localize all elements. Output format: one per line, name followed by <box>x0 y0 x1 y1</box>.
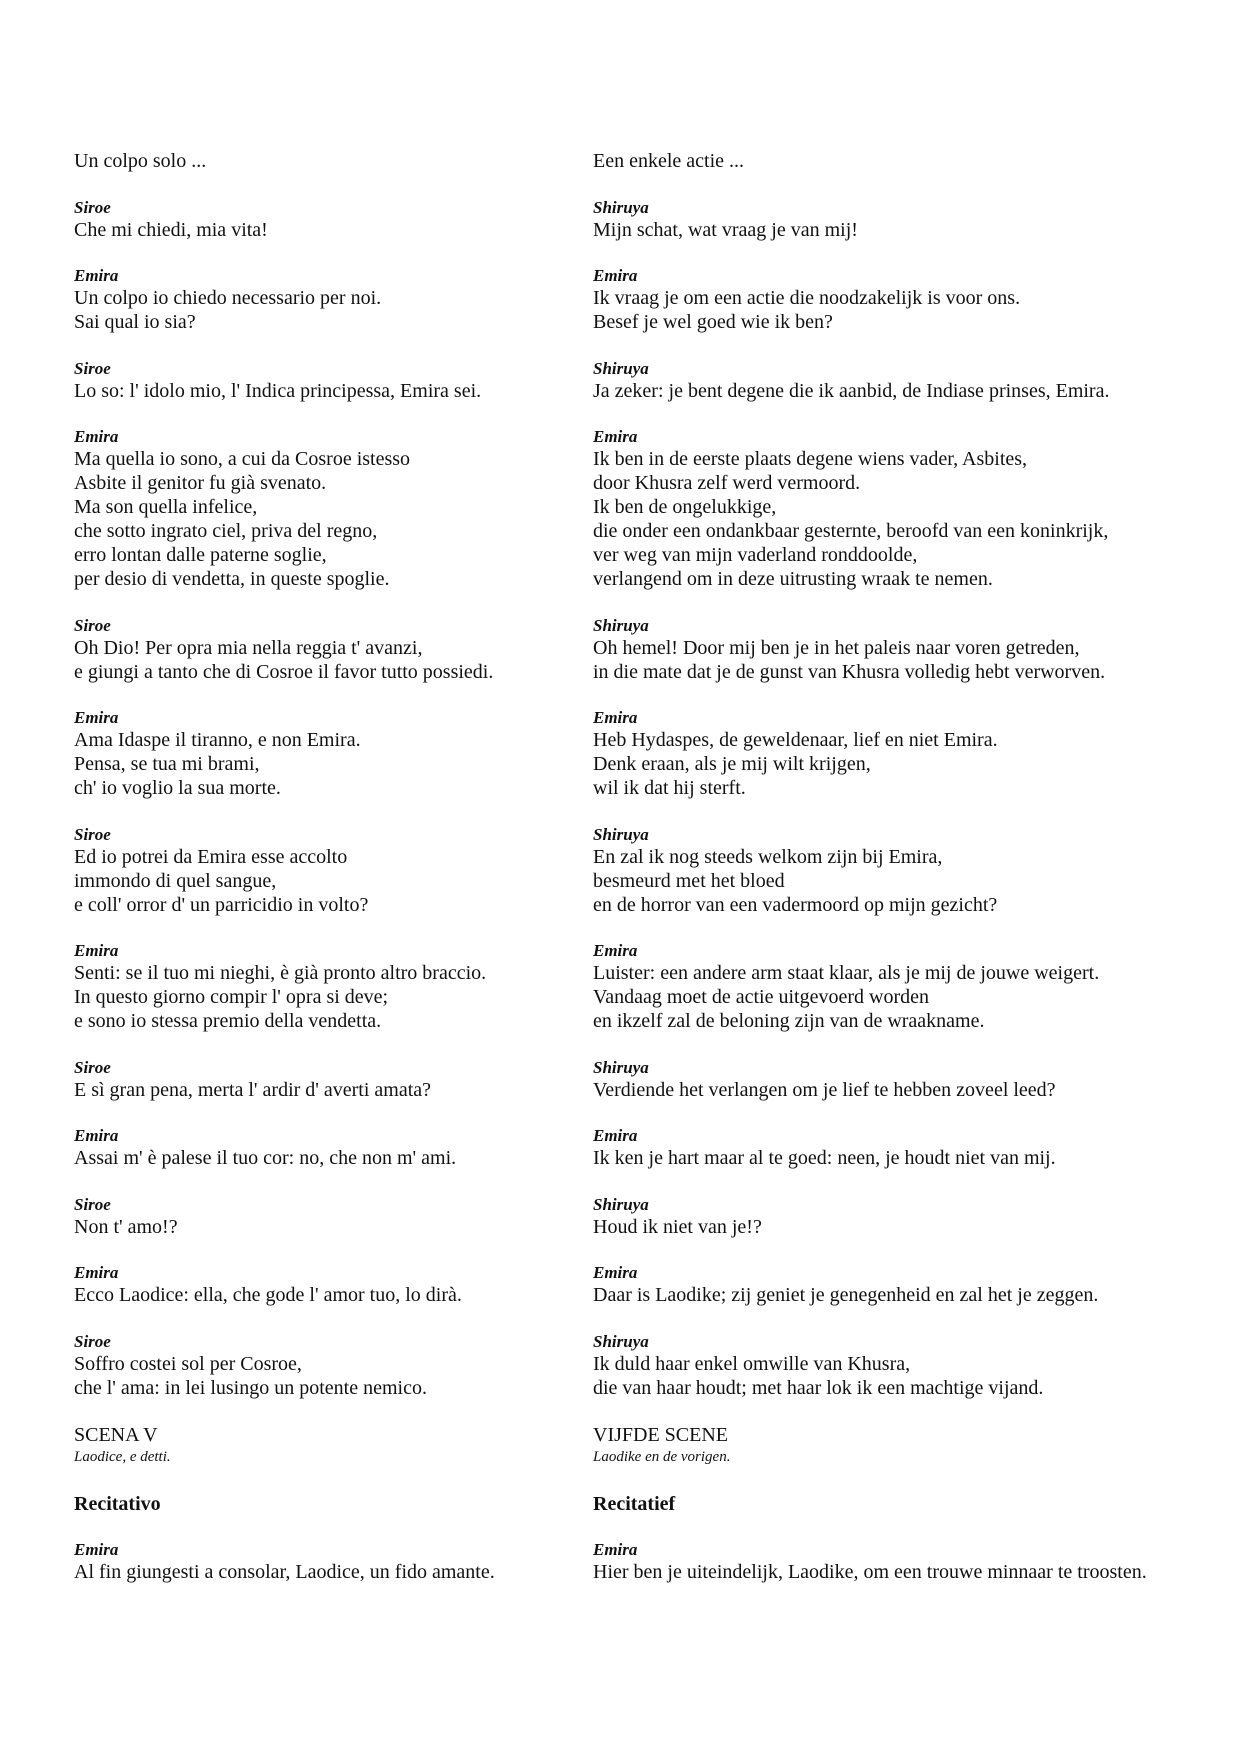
speaker-name: Emira <box>74 427 119 446</box>
dutch-scene-header <box>593 1424 1193 1467</box>
dialogue-line: Sai qual io sia? <box>74 311 196 333</box>
speaker-name: Emira <box>74 941 119 960</box>
speech-block <box>74 1195 574 1239</box>
speaker-name: Emira <box>74 1126 119 1145</box>
speech-block <box>74 1126 574 1170</box>
speaker-name: Shiruya <box>593 358 649 378</box>
speaker-name: Emira <box>74 266 119 285</box>
dialogue-line: ch' io voglio la sua morte. <box>74 777 281 799</box>
speech-block <box>74 359 574 403</box>
speaker-name: Siroe <box>74 1057 111 1077</box>
speech-block <box>74 1058 574 1102</box>
speech-block <box>74 1540 574 1584</box>
dialogue-line: immondo di quel sangue, <box>74 869 277 892</box>
speaker-name: Siroe <box>74 615 111 635</box>
dialogue-line: e giungi a tanto che di Cosroe il favor tutto possiedi. <box>74 660 494 683</box>
speaker-name: Siroe <box>74 1194 111 1214</box>
speech-block <box>74 825 574 917</box>
dialogue-line: wil ik dat hij sterft. <box>593 777 746 799</box>
dialogue-line: Un colpo solo ... <box>74 150 207 172</box>
dialogue-line: Ma quella io sono, a cui da Cosroe istesso <box>74 448 411 470</box>
dialogue-line: Mijn schat, wat vraag je van mij! <box>593 218 858 241</box>
speech-block <box>593 359 1193 403</box>
speech-block <box>74 1332 574 1400</box>
dialogue-line: Ik ken je hart maar al te goed: neen, je houdt niet van mij. <box>593 1147 1056 1169</box>
speaker-name: Emira <box>593 1263 638 1282</box>
speaker-name: Emira <box>74 1263 119 1282</box>
speaker-name: Shiruya <box>593 615 649 635</box>
dialogue-line: en ikzelf zal de beloning zijn van de wraakname. <box>593 1010 985 1032</box>
dialogue-line: En zal ik nog steeds welkom zijn bij Emira, <box>593 845 943 868</box>
speech-block <box>74 198 574 242</box>
speaker-name: Emira <box>593 941 638 960</box>
section-heading: Recitativo <box>74 1492 161 1515</box>
speaker-name: Shiruya <box>593 1331 649 1351</box>
speaker-name: Siroe <box>74 824 111 844</box>
dutch-section-heading-block <box>593 1492 1193 1516</box>
dialogue-line: door Khusra zelf werd vermoord. <box>593 472 861 494</box>
speech-block <box>74 149 574 173</box>
speech-block <box>593 708 1193 800</box>
dialogue-line: Assai m' è palese il tuo cor: no, che non m' ami. <box>74 1147 457 1169</box>
dialogue-line: besmeurd met het bloed <box>593 869 785 892</box>
dialogue-line: Heb Hydaspes, de geweldenaar, lief en niet Emira. <box>593 729 998 751</box>
speech-block <box>593 1126 1193 1170</box>
italian-dialogue-continued <box>74 1540 574 1584</box>
dialogue-line: Ed io potrei da Emira esse accolto <box>74 845 348 868</box>
dialogue-line: Oh hemel! Door mij ben je in het paleis naar voren getreden, <box>593 636 1080 659</box>
dialogue-line: E sì gran pena, merta l' ardir d' averti amata? <box>74 1078 432 1101</box>
speech-block <box>593 427 1193 591</box>
dialogue-line: Ama Idaspe il tiranno, e non Emira. <box>74 729 361 751</box>
speaker-name: Emira <box>593 1540 638 1559</box>
dialogue-line: Vandaag moet de actie uitgevoerd worden <box>593 986 929 1008</box>
speech-block <box>593 149 1193 173</box>
speech-block <box>593 266 1193 334</box>
dialogue-line: In questo giorno compir l' opra si deve; <box>74 986 389 1008</box>
speaker-name: Shiruya <box>593 824 649 844</box>
dialogue-line: e sono io stessa premio della vendetta. <box>74 1010 382 1032</box>
speaker-name: Emira <box>593 266 638 285</box>
italian-dialogue <box>74 149 574 1400</box>
speech-block <box>593 198 1193 242</box>
dialogue-line: Ik ben in de eerste plaats degene wiens vader, Asbites, <box>593 448 1028 470</box>
speaker-name: Shiruya <box>593 1194 649 1214</box>
speaker-name: Emira <box>74 708 119 727</box>
speech-block <box>593 825 1193 917</box>
speech-block <box>593 616 1193 684</box>
dialogue-line: in die mate dat je de gunst van Khusra volledig hebt verworven. <box>593 660 1106 683</box>
dialogue-line: che l' ama: in lei lusingo un potente nemico. <box>74 1376 427 1399</box>
italian-section-heading-block <box>74 1492 574 1516</box>
dialogue-line: Ik duld haar enkel omwille van Khusra, <box>593 1352 911 1375</box>
dialogue-line: Hier ben je uiteindelijk, Laodike, om een trouwe minnaar te troosten. <box>593 1561 1147 1583</box>
speech-block <box>74 427 574 591</box>
speech-block <box>593 1263 1193 1307</box>
speech-block <box>593 1540 1193 1584</box>
dialogue-line: Daar is Laodike; zij geniet je genegenheid en zal het je zeggen. <box>593 1284 1099 1306</box>
speaker-name: Shiruya <box>593 1057 649 1077</box>
speech-block <box>74 266 574 334</box>
dutch-dialogue-continued <box>593 1540 1193 1584</box>
dialogue-line: Pensa, se tua mi brami, <box>74 753 260 775</box>
speaker-name: Emira <box>593 708 638 727</box>
dialogue-line: Al fin giungesti a consolar, Laodice, un fido amante. <box>74 1561 495 1583</box>
dialogue-line: erro lontan dalle paterne soglie, <box>74 544 327 566</box>
italian-column <box>74 149 574 1609</box>
speech-block <box>593 1195 1193 1239</box>
dialogue-line: Un colpo io chiedo necessario per noi. <box>74 287 382 309</box>
dialogue-line: Lo so: l' idolo mio, l' Indica principessa, Emira sei. <box>74 379 482 402</box>
speaker-name: Siroe <box>74 1331 111 1351</box>
speech-block <box>593 1058 1193 1102</box>
dialogue-line: Ik vraag je om een actie die noodzakelijk is voor ons. <box>593 287 1021 309</box>
dutch-column <box>593 149 1193 1609</box>
speaker-name: Siroe <box>74 358 111 378</box>
dialogue-line: Oh Dio! Per opra mia nella reggia t' avanzi, <box>74 636 423 659</box>
speech-block <box>593 1332 1193 1400</box>
dialogue-line: en de horror van een vadermoord op mijn gezicht? <box>593 893 998 916</box>
speech-block <box>74 1263 574 1307</box>
stage-direction: Laodike en de vorigen. <box>593 1449 731 1465</box>
dutch-dialogue <box>593 149 1193 1400</box>
dialogue-line: e coll' orror d' un parricidio in volto? <box>74 893 369 916</box>
section-heading: Recitatief <box>593 1492 676 1515</box>
dialogue-line: Ma son quella infelice, <box>74 496 258 518</box>
dialogue-line: ver weg van mijn vaderland ronddoolde, <box>593 544 918 566</box>
dialogue-line: die van haar houdt; met haar lok ik een machtige vijand. <box>593 1376 1044 1399</box>
dialogue-line: Soffro costei sol per Cosroe, <box>74 1352 302 1375</box>
speech-block <box>74 941 574 1033</box>
dialogue-line: verlangend om in deze uitrusting wraak te nemen. <box>593 568 993 590</box>
italian-scene-header <box>74 1424 574 1467</box>
dialogue-line: Denk eraan, als je mij wilt krijgen, <box>593 753 871 775</box>
dialogue-line: Houd ik niet van je!? <box>593 1215 762 1238</box>
speaker-name: Emira <box>593 1126 638 1145</box>
scene-title: VIJFDE SCENE <box>593 1424 729 1446</box>
dialogue-line: che sotto ingrato ciel, priva del regno, <box>74 520 378 542</box>
dialogue-line: Ja zeker: je bent degene die ik aanbid, de Indiase prinses, Emira. <box>593 379 1110 402</box>
dialogue-line: Besef je wel goed wie ik ben? <box>593 311 833 333</box>
dialogue-line: die onder een ondankbaar gesternte, beroofd van een koninkrijk, <box>593 520 1109 542</box>
dialogue-line: Ik ben de ongelukkige, <box>593 496 777 518</box>
dialogue-line: Een enkele actie ... <box>593 150 745 172</box>
scene-title: SCENA V <box>74 1424 158 1446</box>
dialogue-line: per desio di vendetta, in queste spoglie. <box>74 568 390 590</box>
stage-direction: Laodice, e detti. <box>74 1449 171 1465</box>
dialogue-line: Verdiende het verlangen om je lief te hebben zoveel leed? <box>593 1078 1056 1101</box>
speech-block <box>74 616 574 684</box>
speaker-name: Emira <box>74 1540 119 1559</box>
speaker-name: Emira <box>593 427 638 446</box>
speech-block <box>74 708 574 800</box>
dialogue-line: Luister: een andere arm staat klaar, als je mij de jouwe weigert. <box>593 962 1100 984</box>
dialogue-line: Senti: se il tuo mi nieghi, è già pronto altro braccio. <box>74 962 487 984</box>
dialogue-line: Ecco Laodice: ella, che gode l' amor tuo, lo dirà. <box>74 1284 462 1306</box>
speaker-name: Siroe <box>74 197 111 217</box>
speech-block <box>593 941 1193 1033</box>
speaker-name: Shiruya <box>593 197 649 217</box>
dialogue-line: Non t' amo!? <box>74 1215 178 1238</box>
dialogue-line: Che mi chiedi, mia vita! <box>74 218 268 241</box>
dialogue-line: Asbite il genitor fu già svenato. <box>74 472 327 494</box>
